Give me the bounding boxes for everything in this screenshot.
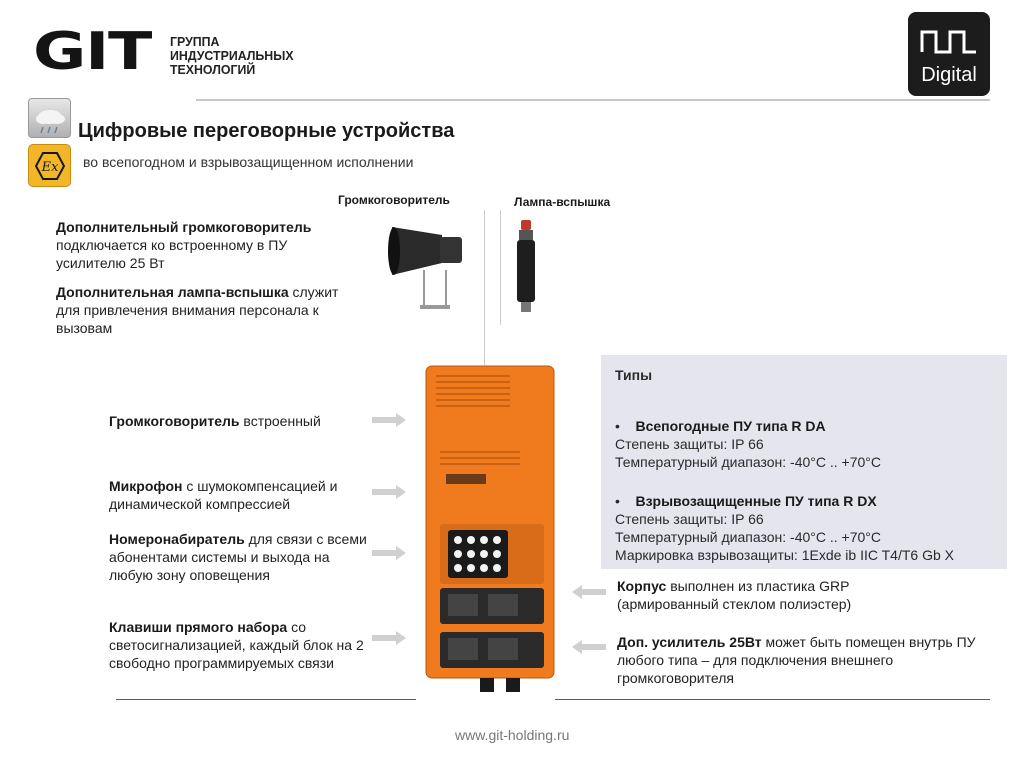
- logo-sub-line-1: ГРУППА: [170, 34, 220, 49]
- svg-text:Ex: Ex: [41, 160, 59, 175]
- logo-subtitle: [170, 35, 300, 77]
- type-weatherproof-title: Всепогодные ПУ типа R DA: [635, 418, 826, 434]
- type-explosion-proof-line: Маркировка взрывозащиты: 1Exde ib IIC T4/T6 Gb X: [615, 547, 954, 563]
- feature-bold: Микрофон: [109, 478, 183, 494]
- horn-speaker-image: [384, 215, 474, 315]
- bullet: •: [615, 493, 636, 509]
- types-panel: [601, 355, 1007, 569]
- git-logo: GIT: [33, 22, 152, 82]
- feature-dialpad: [109, 530, 369, 584]
- arrow-right-icon: [372, 413, 406, 427]
- extra-speaker-bold: Дополнительный громкоговоритель: [56, 219, 312, 235]
- digital-label: Digital: [921, 64, 977, 86]
- bullet: •: [615, 418, 636, 434]
- case-note-text: выполнен из пластика GRP (армированный стеклом полиэстер): [617, 578, 852, 612]
- type-weatherproof-line: Степень защиты: IP 66: [615, 436, 764, 452]
- extra-speaker-description: [56, 218, 346, 272]
- extra-lamp-bold: Дополнительная лампа-вспышка: [56, 284, 289, 300]
- types-heading: Типы: [615, 367, 653, 383]
- digital-badge: [908, 12, 990, 96]
- feature-microphone: [109, 477, 369, 513]
- logo-sub-line-2: ИНДУСТРИАЛЬНЫХ: [170, 48, 294, 63]
- square-wave-icon: [920, 26, 978, 56]
- extra-speaker-text: подключается ко встроенному в ПУ усилителю 25 Вт: [56, 237, 288, 271]
- amplifier-note: [617, 633, 1007, 687]
- extra-lamp-description: [56, 283, 346, 337]
- type-explosion-proof-line: Температурный диапазон: -40°C .. +70°C: [615, 529, 882, 545]
- case-note: [617, 577, 917, 613]
- arrow-left-icon: [572, 640, 606, 654]
- extra-lamp-text: служит для привлечения внимания персонала к вызовам: [56, 284, 339, 336]
- feature-text: для связи с всеми абонентами системы и выхода на любую зону оповещения: [109, 531, 367, 583]
- type-explosion-proof-title: Взрывозащищенные ПУ типа R DX: [635, 493, 877, 509]
- explosion-proof-ex-icon: [28, 144, 71, 187]
- speaker-image-label: Громкоговоритель: [338, 193, 450, 207]
- feature-bold: Номеронабиратель: [109, 531, 245, 547]
- arrow-right-icon: [372, 546, 406, 560]
- feature-builtin-speaker: [109, 412, 369, 430]
- page-subtitle: во всепогодном и взрывозащищенном исполнении: [83, 154, 414, 170]
- case-note-bold: Корпус: [617, 578, 667, 594]
- arrow-left-icon: [572, 585, 606, 599]
- footer-website[interactable]: www.git-holding.ru: [455, 727, 570, 743]
- page-title: Цифровые переговорные устройства: [78, 120, 455, 142]
- image-divider: [500, 210, 501, 325]
- weather-cloud-icon: [28, 98, 71, 138]
- type-explosion-proof-line: Степень защиты: IP 66: [615, 511, 764, 527]
- arrow-right-icon: [372, 631, 406, 645]
- feature-bold: Громкоговоритель: [109, 413, 240, 429]
- footer-divider-left: [116, 699, 416, 700]
- feature-bold: Клавиши прямого набора: [109, 619, 288, 635]
- footer-divider-right: [555, 699, 990, 700]
- type-explosion-proof: [615, 492, 1007, 564]
- feature-text: встроенный: [239, 413, 321, 429]
- feature-text: со светосигнализацией, каждый блок на 2 свободно программируемых связи: [109, 619, 364, 671]
- lamp-image-label: Лампа-вспышка: [514, 195, 611, 209]
- type-weatherproof: [615, 417, 1005, 471]
- amplifier-note-text: может быть помещен внутрь ПУ любого типа – для подключения внешнего громкоговорителя: [617, 634, 976, 686]
- image-divider: [484, 210, 485, 365]
- logo-sub-line-3: ТЕХНОЛОГИЙ: [170, 62, 256, 77]
- intercom-device-image: [420, 362, 560, 702]
- amplifier-note-bold: Доп. усилитель 25Вт: [617, 634, 762, 650]
- arrow-right-icon: [372, 485, 406, 499]
- header-divider: [196, 99, 990, 101]
- strobe-lamp-image: [512, 218, 542, 318]
- feature-direct-keys: [109, 618, 369, 672]
- feature-text: с шумокомпенсацией и динамической компрессией: [109, 478, 338, 512]
- type-weatherproof-line: Температурный диапазон: -40°C .. +70°C: [615, 454, 882, 470]
